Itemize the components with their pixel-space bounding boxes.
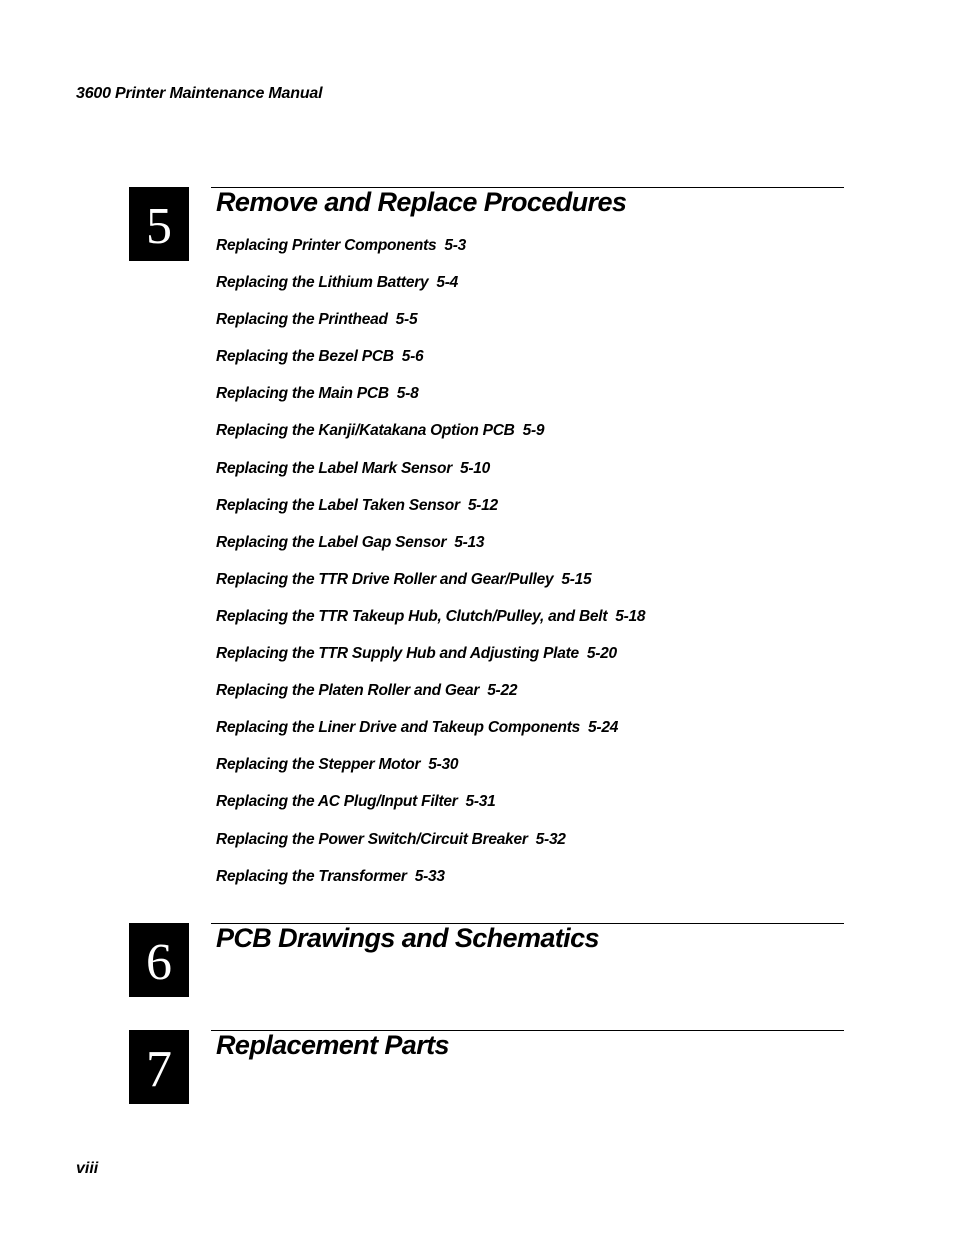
- chapter-number-badge: 7: [129, 1030, 189, 1104]
- chapter-number-badge: 6: [129, 923, 189, 997]
- toc-entry[interactable]: [216, 830, 645, 867]
- toc-entry[interactable]: [216, 273, 645, 310]
- toc-entry[interactable]: [216, 570, 645, 607]
- toc-entry-title: Replacing the Power Switch/Circuit Breaker: [216, 830, 528, 848]
- chapter-number-badge: 5: [129, 187, 189, 261]
- toc-entry-page: 5-31: [465, 793, 496, 811]
- toc-entry-page: 5-12: [467, 496, 498, 514]
- toc-entry[interactable]: [216, 496, 645, 533]
- toc-entry-title: Replacing the TTR Supply Hub and Adjusting Plate: [216, 645, 579, 663]
- toc-entry[interactable]: [216, 755, 645, 792]
- toc-list: [216, 236, 645, 904]
- toc-entry-title: Replacing the Kanji/Katakana Option PCB: [216, 422, 515, 440]
- toc-entry-page: 5-9: [522, 422, 545, 440]
- toc-entry-title: Replacing the Printhead: [216, 311, 388, 329]
- toc-entry-page: 5-13: [454, 533, 485, 551]
- toc-entry-title: Replacing the Label Taken Sensor: [216, 496, 460, 514]
- toc-entry-title: Replacing the Platen Roller and Gear: [216, 682, 480, 700]
- toc-entry[interactable]: [216, 681, 645, 718]
- toc-entry[interactable]: [216, 867, 645, 904]
- toc-entry-page: 5-15: [561, 570, 592, 588]
- chapter-title[interactable]: PCB Drawings and Schematics: [216, 923, 599, 953]
- toc-entry-title: Replacing the Transformer: [216, 867, 407, 885]
- toc-entry-page: 5-30: [428, 756, 459, 774]
- toc-entry-title: Replacing the AC Plug/Input Filter: [216, 793, 458, 811]
- toc-entry[interactable]: [216, 310, 645, 347]
- toc-entry-title: Replacing the Lithium Battery: [216, 274, 429, 292]
- toc-entry[interactable]: [216, 533, 645, 570]
- toc-entry-title: Replacing the Bezel PCB: [216, 348, 394, 366]
- toc-entry-page: 5-32: [535, 830, 566, 848]
- toc-entry-title: Replacing the Liner Drive and Takeup Components: [216, 719, 581, 737]
- toc-entry-page: 5-10: [460, 459, 491, 477]
- toc-entry-title: Replacing the Main PCB: [216, 385, 389, 403]
- toc-entry-page: 5-20: [586, 645, 617, 663]
- toc-entry-title: Replacing the TTR Drive Roller and Gear/Pulley: [216, 570, 554, 588]
- page-number: viii: [76, 1160, 99, 1177]
- toc-entry[interactable]: [216, 718, 645, 755]
- chapter-title[interactable]: Replacement Parts: [216, 1030, 449, 1060]
- running-header: 3600 Printer Maintenance Manual: [76, 85, 323, 102]
- chapter-title[interactable]: Remove and Replace Procedures: [216, 187, 627, 217]
- toc-entry-page: 5-4: [436, 274, 459, 292]
- toc-entry-title: Replacing Printer Components: [216, 237, 437, 254]
- toc-entry[interactable]: [216, 347, 645, 384]
- toc-entry[interactable]: [216, 644, 645, 681]
- toc-entry-page: 5-18: [615, 607, 646, 625]
- toc-entry-title: Replacing the Label Mark Sensor: [216, 459, 453, 477]
- toc-entry-page: 5-5: [395, 311, 418, 329]
- toc-entry-page: 5-8: [396, 385, 419, 403]
- toc-entry-title: Replacing the Stepper Motor: [216, 756, 421, 774]
- toc-entry-page: 5-33: [414, 867, 445, 885]
- toc-entry-page: 5-3: [444, 237, 467, 254]
- toc-entry[interactable]: [216, 459, 645, 496]
- toc-entry[interactable]: [216, 384, 645, 421]
- toc-entry[interactable]: [216, 607, 645, 644]
- toc-entry[interactable]: [216, 236, 645, 273]
- toc-entry-page: 5-24: [588, 719, 619, 737]
- toc-entry-page: 5-22: [487, 682, 518, 700]
- toc-entry[interactable]: [216, 421, 645, 458]
- toc-entry-title: Replacing the TTR Takeup Hub, Clutch/Pulley, and Belt: [216, 607, 608, 625]
- toc-entry-title: Replacing the Label Gap Sensor: [216, 533, 447, 551]
- toc-entry[interactable]: [216, 792, 645, 829]
- toc-entry-page: 5-6: [401, 348, 424, 366]
